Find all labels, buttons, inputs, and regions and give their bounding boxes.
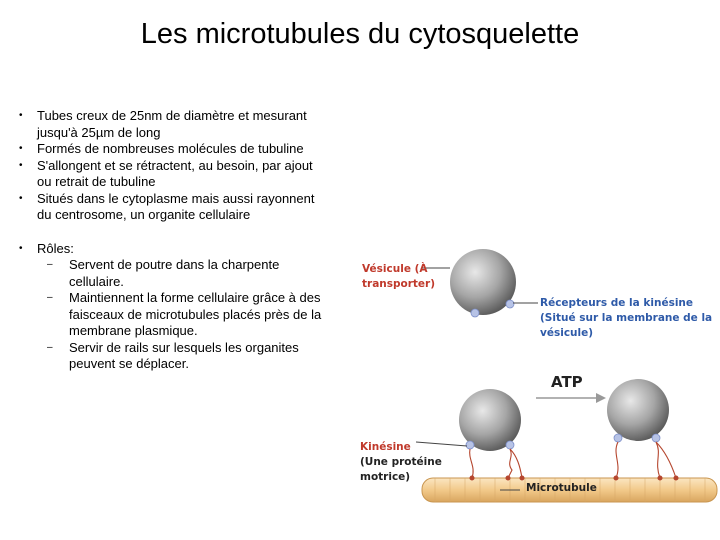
bullet-item: • Situés dans le cytoplasme mais aussi rayonnent du centrosome, un organite cellulaire xyxy=(28,191,328,224)
kinesine-title: Kinésine xyxy=(360,441,411,453)
sub-bullet-list xyxy=(37,257,328,373)
vesicle-bottom-left xyxy=(459,389,521,451)
bullet-item-roles xyxy=(28,241,328,373)
sub-bullet-item: – Servir de rails sur lesquels les organites peuvent se déplacer. xyxy=(69,340,328,373)
atp-arrow xyxy=(536,393,606,403)
kinesin-diagram xyxy=(350,240,720,540)
kinesin-left xyxy=(470,449,524,480)
bullet-roles-label: Rôles: xyxy=(37,240,74,256)
microtubule-label: Microtubule xyxy=(526,482,597,494)
kinesine-subtitle: (Une protéine motrice) xyxy=(360,456,442,483)
sub-bullet-item: – Servent de poutre dans la charpente cellulaire. xyxy=(69,257,328,290)
slide-content xyxy=(28,108,328,373)
atp-label: ATP xyxy=(551,373,583,391)
kinesin-right xyxy=(614,442,678,480)
bullet-item: • S'allongent et se rétractent, au besoin, par ajout ou retrait de tubuline xyxy=(28,158,328,191)
slide-title: Les microtubules du cytosquelette xyxy=(140,18,580,50)
recepteurs-label: Récepteurs de la kinésine (Situé sur la membrane de la vésicule) xyxy=(540,297,713,339)
bullet-item: • Tubes creux de 25nm de diamètre et mesurant jusqu'à 25µm de long xyxy=(28,108,328,141)
bullet-item: • Formés de nombreuses molécules de tubuline xyxy=(28,141,328,158)
sub-bullet-item: – Maintiennent la forme cellulaire grâce à des faisceaux de microtubules placés près de la membrane plasmique. xyxy=(69,290,328,340)
vesicle-bottom-right xyxy=(607,379,669,442)
vesicule-label: Vésicule (À transporter) xyxy=(362,263,436,290)
bullet-list xyxy=(28,108,328,373)
vesicle-top xyxy=(450,249,516,317)
